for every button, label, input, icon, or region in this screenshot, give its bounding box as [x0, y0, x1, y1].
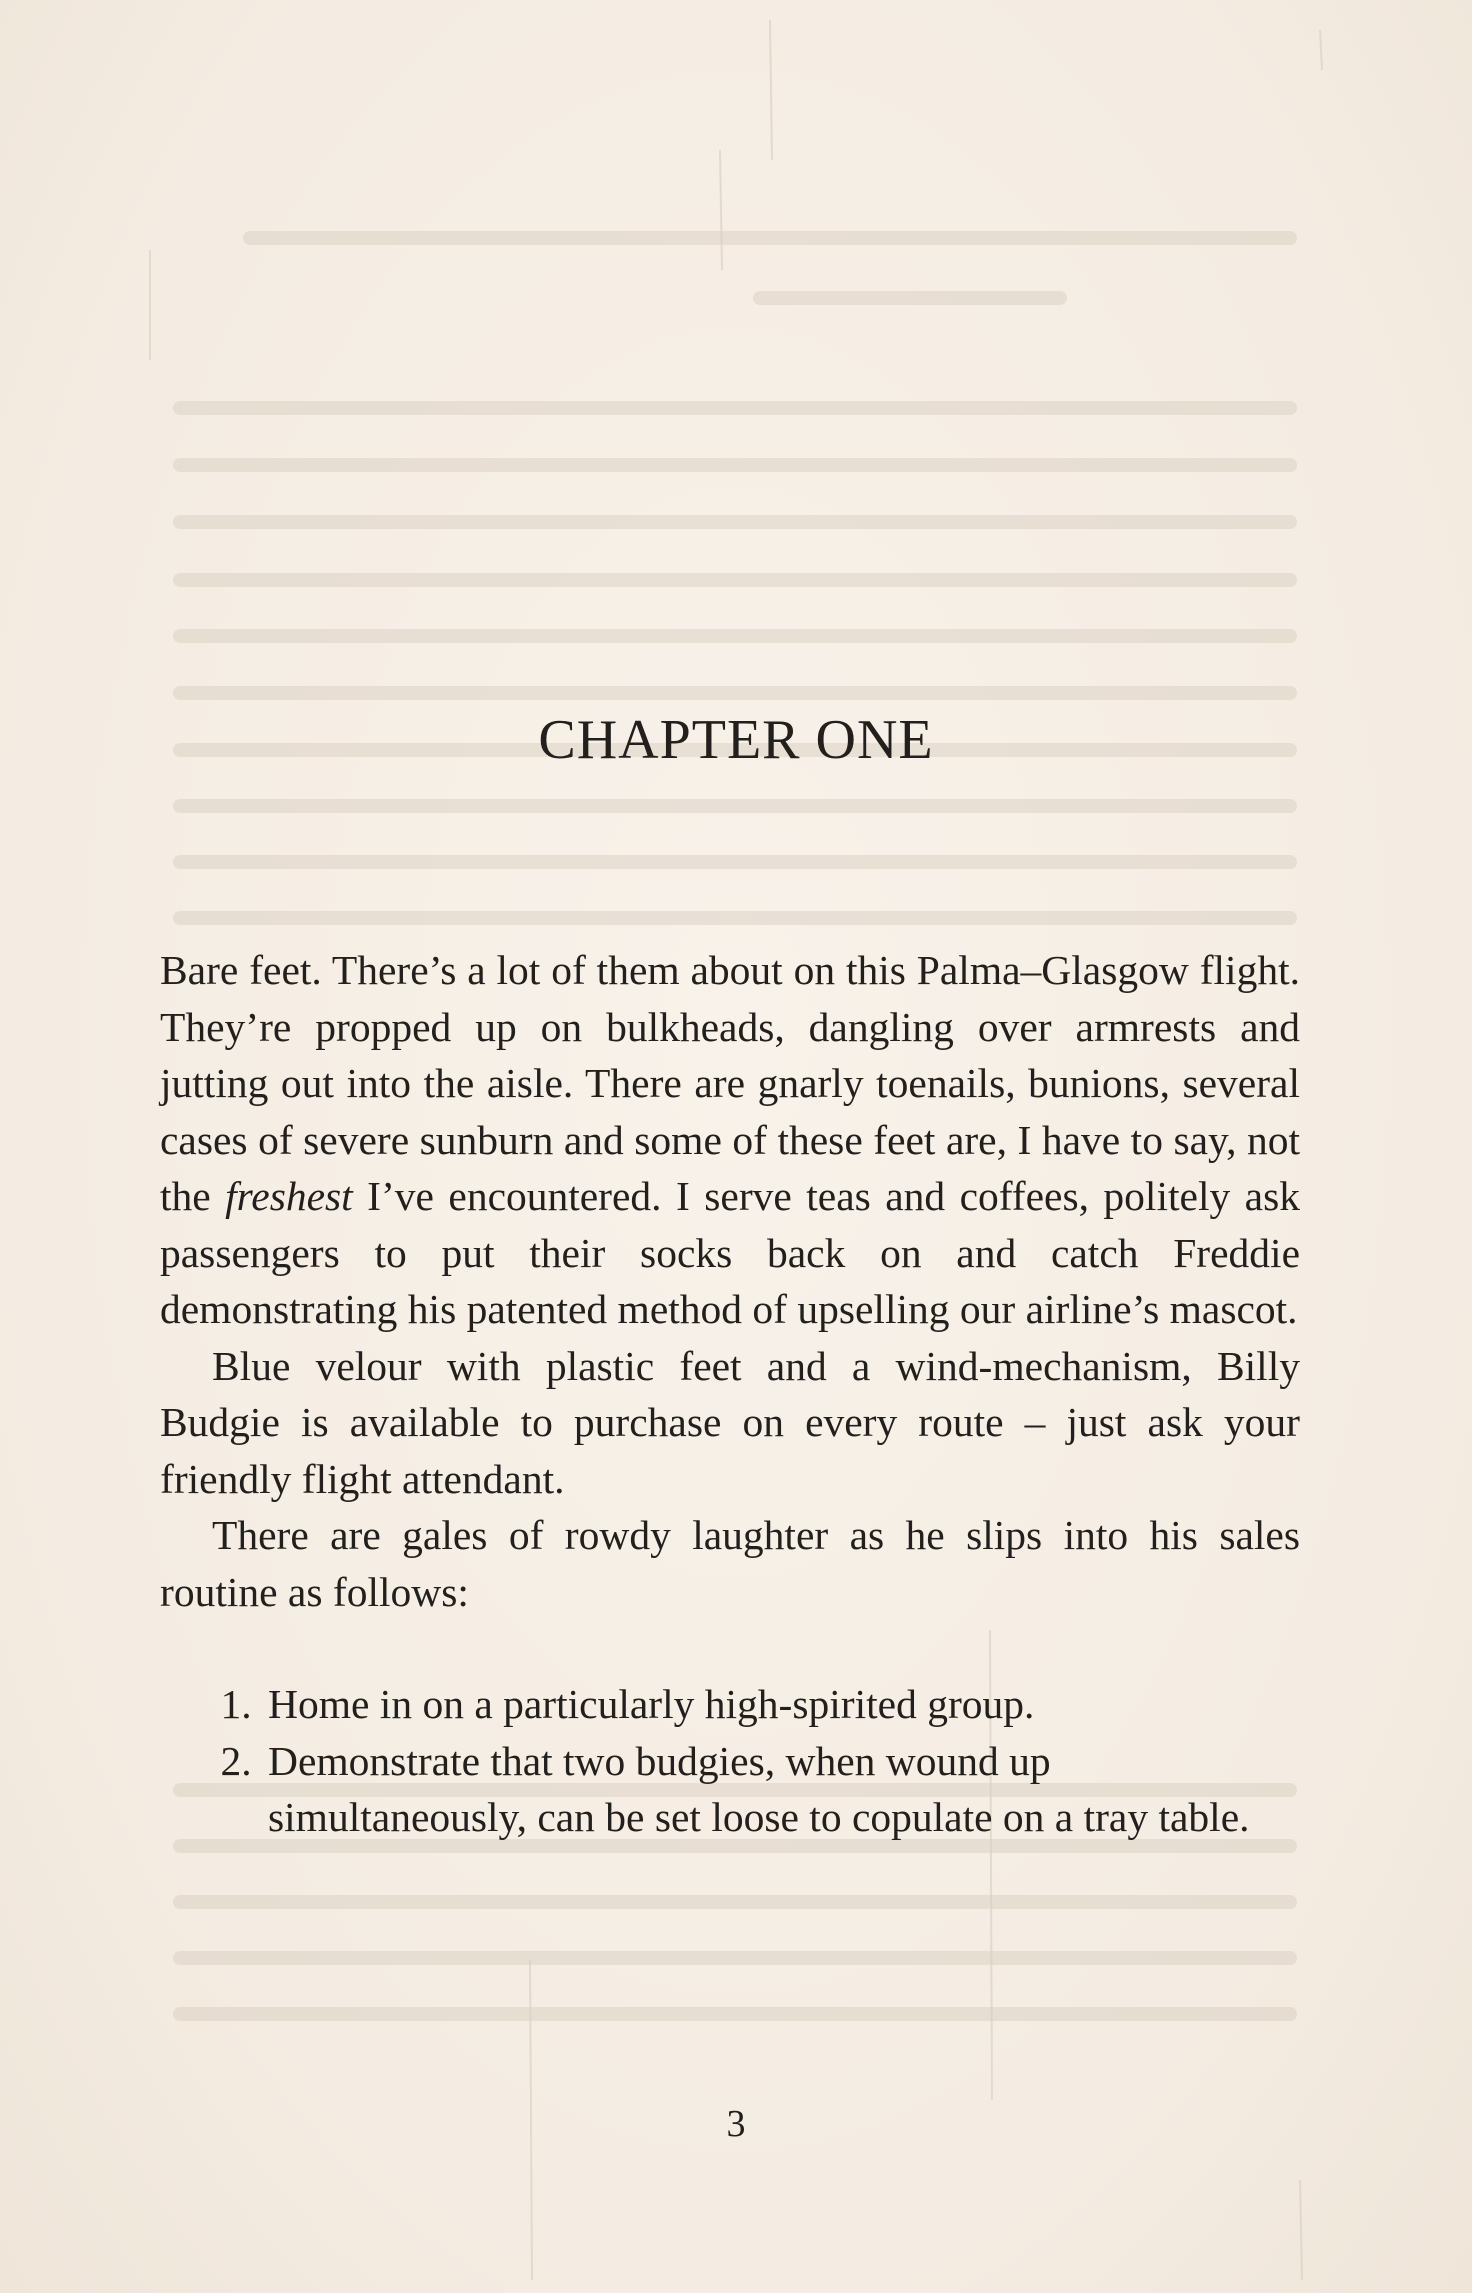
chapter-title: CHAPTER ONE — [538, 709, 934, 771]
paragraph-1 — [160, 942, 1300, 1338]
paragraph-2: Blue velour with plastic feet and a wind-mechanism, Billy Budgie is available to purchase on every route – just ask your friendly flight attendant. — [160, 1342, 1300, 1502]
paragraph-1-emphasis: freshest — [225, 1173, 353, 1219]
paragraph-3: There are gales of rowdy laughter as he slips into his sales routine as follows: — [160, 1512, 1300, 1615]
list-item: 2. Demonstrate that two budgies, when wound up simultaneously, can be set loose to copulate on a tray table. — [262, 1733, 1300, 1846]
paragraph-1-before: Bare feet. There’s a lot of them about on this Palma–Glasgow flight. They’re propped up on bulkheads, dangling over armrests and jutting out into the aisle. There are gnarly toenails, bunions, several cases of severe sunburn and some of these feet are, I have to say, not the — [160, 947, 1300, 1219]
chapter-body — [160, 942, 1300, 1846]
list-item: 1. Home in on a particularly high-spirited group. — [262, 1676, 1300, 1733]
paragraph-1-after: I’ve encountered. I serve teas and coffees, politely ask passengers to put their socks back on and catch Freddie demonstrating his patented method of upselling our airline’s mascot. — [160, 1173, 1300, 1332]
page-number: 3 — [726, 2103, 746, 2145]
numbered-list — [160, 1676, 1300, 1846]
